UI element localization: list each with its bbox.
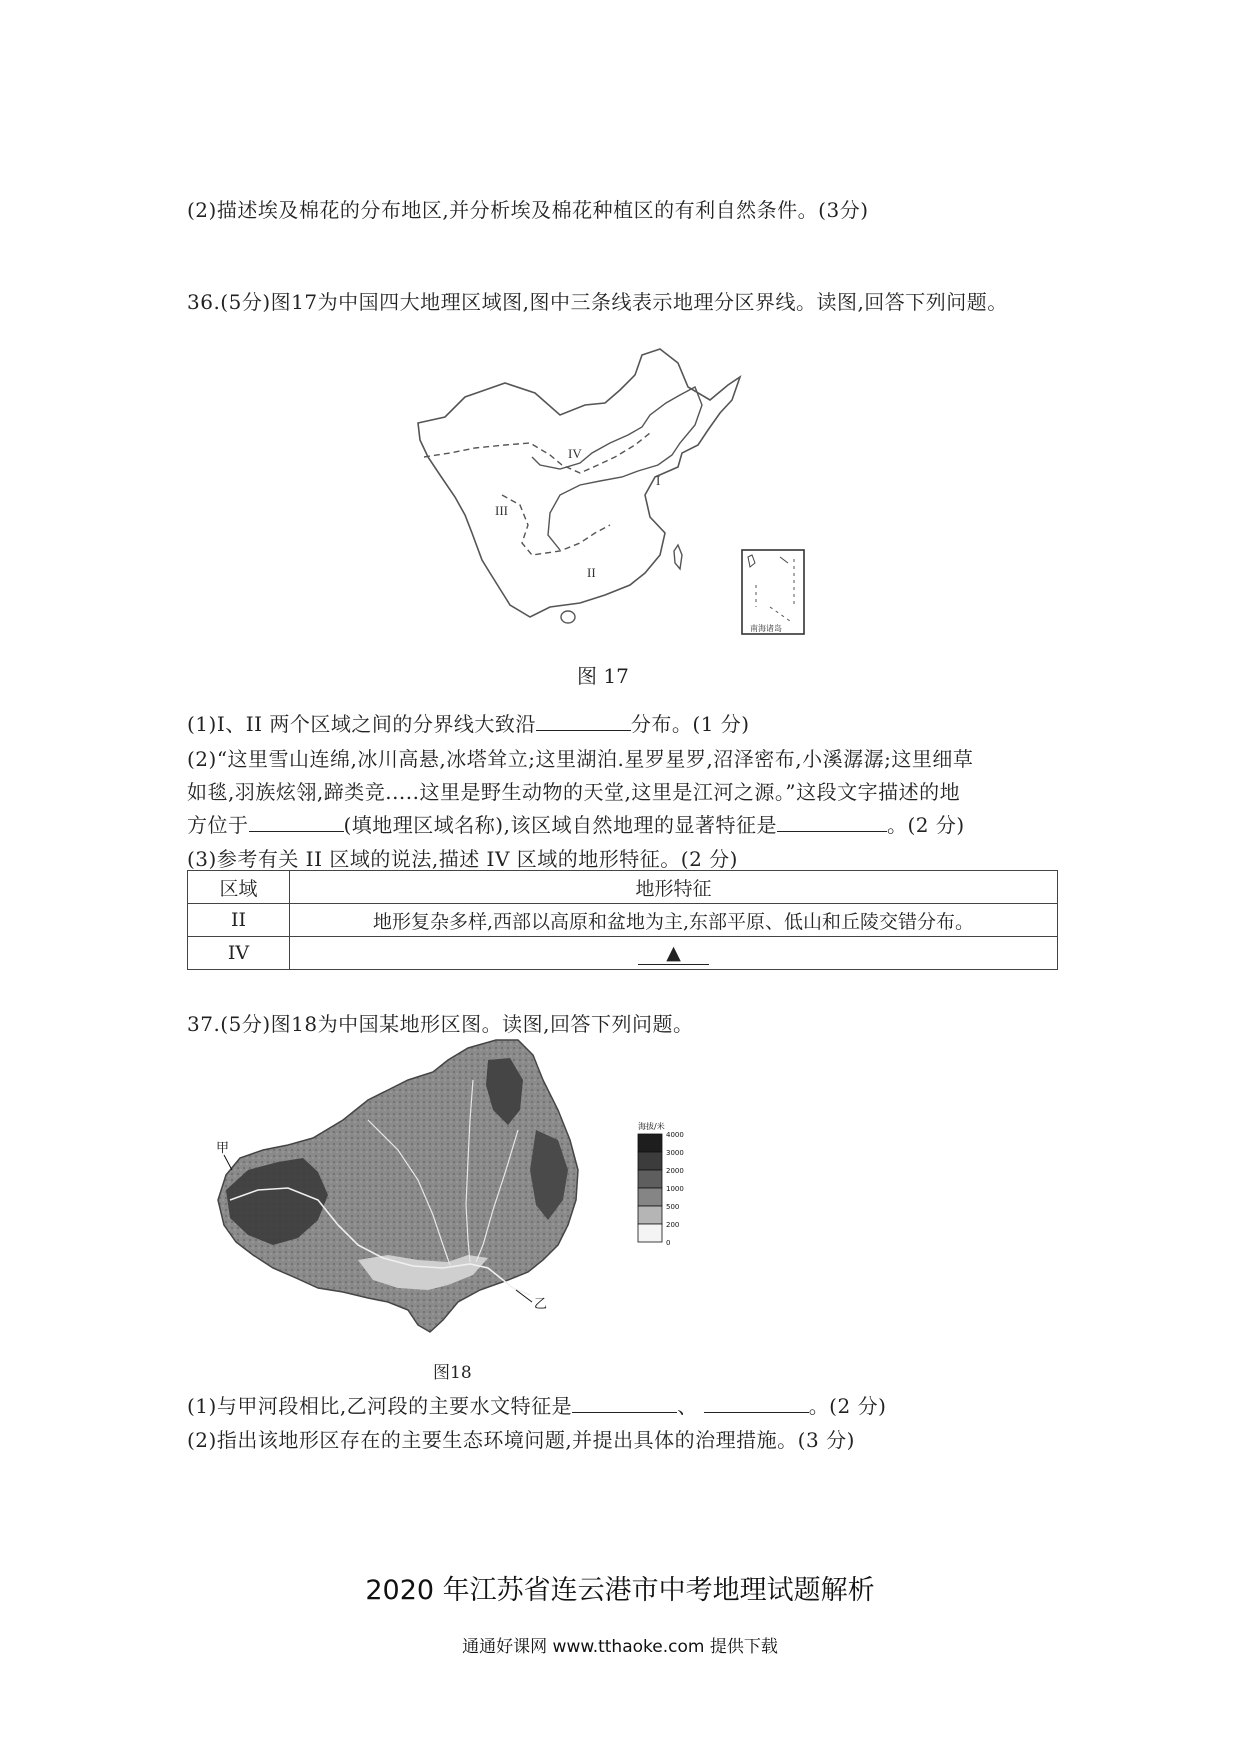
legend-value: 200 xyxy=(666,1221,680,1229)
legend-swatch-1000 xyxy=(638,1188,662,1206)
table-cell-answer[interactable] xyxy=(290,937,1058,970)
q37-part1-blank-2[interactable] xyxy=(704,1411,809,1413)
q37-part2: (2)指出该地形区存在的主要生态环境问题,并提出具体的治理措施。(3 分) xyxy=(187,1428,855,1452)
taiwan-island xyxy=(674,545,682,569)
table-row xyxy=(188,904,1058,937)
legend-value: 0 xyxy=(666,1239,671,1247)
legend-value: 1000 xyxy=(666,1185,684,1193)
q36-part3: (3)参考有关 II 区域的说法,描述 IV 区域的地形特征。(2 分) xyxy=(187,847,738,871)
legend-swatch-2000 xyxy=(638,1170,662,1188)
q37-part1-blank-1[interactable] xyxy=(572,1411,677,1413)
inset-dashes xyxy=(756,559,794,621)
china-region-map xyxy=(410,345,830,645)
q36-part2-text-b: (填地理区域名称),该区域自然地理的显著特征是 xyxy=(343,813,777,837)
q37-part1-text-b: 、 xyxy=(677,1394,698,1418)
table-cell-feature: 地形复杂多样,西部以高原和盆地为主,东部平原、低山和丘陵交错分布。 xyxy=(290,904,1058,937)
footer-download-link[interactable]: 通通好课网 www.tthaoke.com 提供下载 xyxy=(462,1637,778,1657)
q36-part2-line1: (2)“这里雪山连绵,冰川高悬,冰塔耸立;这里湖泊.星罗星罗,沼泽密布,小溪潺潺;这里细草 xyxy=(187,747,974,771)
south-sea-inset-box xyxy=(742,550,804,634)
legend-swatch-500 xyxy=(638,1206,662,1224)
table-header-region: 区域 xyxy=(188,871,290,904)
legend-value: 4000 xyxy=(666,1131,684,1139)
terrain-table xyxy=(187,870,1058,970)
legend-value: 2000 xyxy=(666,1167,684,1175)
q37-part1-text-c: 。(2 分) xyxy=(808,1394,887,1418)
inset-label: 南海诸岛 xyxy=(750,624,782,633)
q36-part1-blank[interactable] xyxy=(536,729,631,731)
q37-part1-text-a: (1)与甲河段相比,乙河段的主要水文特征是 xyxy=(187,1394,573,1418)
region-label-3: III xyxy=(495,503,508,518)
legend-swatch-200 xyxy=(638,1224,662,1242)
q35-part2: (2)描述埃及棉花的分布地区,并分析埃及棉花种植区的有利自然条件。(3分) xyxy=(187,198,869,222)
q36-part1-text-a: (1)I、II 两个区域之间的分界线大致沿 xyxy=(187,712,536,736)
label-jia: 甲 xyxy=(216,1141,230,1156)
legend-swatch-4000 xyxy=(638,1134,662,1152)
q36-part2-blank-1[interactable] xyxy=(249,830,344,832)
q36-title: 36.(5分)图17为中国四大地理区域图,图中三条线表示地理分区界线。读图,回答下列问题。 xyxy=(187,290,1008,314)
figure17-caption: 图 17 xyxy=(577,664,629,688)
table-cell-region: II xyxy=(188,904,290,937)
legend-swatch-3000 xyxy=(638,1152,662,1170)
q36-part2-text-c: 。(2 分) xyxy=(886,813,965,837)
hainan-island xyxy=(561,611,575,623)
legend-value: 3000 xyxy=(666,1149,684,1157)
region-label-1: I xyxy=(656,473,661,488)
legend-title: 海拔/米 xyxy=(638,1122,665,1131)
table-cell-region: IV xyxy=(188,937,290,970)
footer-title: 2020 年江苏省连云港市中考地理试题解析 xyxy=(365,1575,875,1606)
label-yi: 乙 xyxy=(534,1297,548,1312)
q36-part2-line3 xyxy=(187,809,965,838)
q37-part1 xyxy=(187,1390,886,1419)
pointer-jia xyxy=(224,1155,232,1170)
legend-value: 500 xyxy=(666,1203,680,1211)
q36-part1-text-b: 分布。(1 分) xyxy=(630,712,750,736)
q36-part2-line2: 如毯,羽族炫翎,蹄类竞.....这里是野生动物的天堂,这里是江河之源。”这段文字描述的地 xyxy=(187,780,961,804)
q36-part2-text-a: 方位于 xyxy=(187,813,249,837)
table-row xyxy=(188,937,1058,970)
inset-coastline xyxy=(748,555,788,567)
q37-title: 37.(5分)图18为中国某地形区图。读图,回答下列问题。 xyxy=(187,1012,694,1036)
region-label-4: IV xyxy=(568,446,582,461)
figure18-caption: 图18 xyxy=(433,1363,472,1383)
region-label-2: II xyxy=(587,565,596,580)
q36-part2-blank-2[interactable] xyxy=(777,830,887,832)
answer-placeholder-triangle: ▲ xyxy=(638,942,709,965)
elevation-legend xyxy=(628,1120,698,1260)
table-header-feature: 地形特征 xyxy=(290,871,1058,904)
q36-part1 xyxy=(187,708,750,737)
table-header-row xyxy=(188,871,1058,904)
boundary-dashed-north xyxy=(424,433,650,473)
